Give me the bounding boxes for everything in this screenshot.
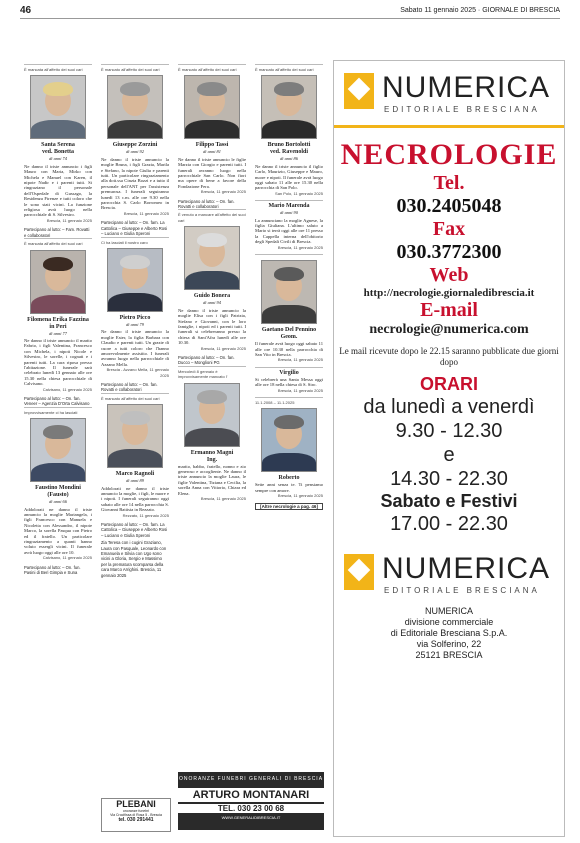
obituary-notice [255,254,323,363]
deceased-subname: in Peri [49,323,67,330]
notice-footer: San Polo, 11 gennaio 2025 [275,190,323,196]
company-division: divisione commerciale [404,617,494,627]
notice-text: Ne danno il triste annuncio la moglie Bruna, i figli Grazia, Marila e Stefano, la nipote Giulia e parenti tutti. Un particolare ringraziamento alla dott.ssa Cinzia Bozzi e a tutto il personale dell'ANT per l'assistenza premurosa. I funerali seguiranno lunedì 13 c.m. alle ore 9.30 nella parrocchia S. Carlo Borromeo in Brescia. [101,156,169,211]
deceased-name: Marco Ragnoli [115,471,155,478]
portrait-photo [261,75,317,139]
notice-footer: Brescia, 11 gennaio 2025 [277,244,323,250]
weekend-label: Sabato e Festivi [380,491,518,511]
plebani-ad [101,798,171,832]
deceased-age: di anni 90 [280,210,298,216]
deceased-subname: Ing. [206,456,218,463]
fax-number: 030.3772300 [396,241,502,263]
deceased-age: di anni 89 [126,478,144,484]
portrait-photo [261,260,317,324]
divider [334,125,564,128]
deceased-subname: Geom. [280,334,298,341]
notice-intro: È mancata all'affetto dei suoi cari [24,241,83,247]
montanari-phone: TEL. 030 23 00 68 [178,804,324,813]
deceased-name: Filippo Tassi [195,142,229,149]
notice-footer: Brescia, 11 gennaio 2025 [46,217,92,223]
orari-label: ORARI [420,374,478,394]
deceased-name: Roberto [278,475,300,482]
numerica-mark-icon [344,554,374,590]
portrait-photo [30,250,86,314]
fax-label: Fax [432,218,466,240]
hours-and: e [443,444,455,466]
notice-intro: 11.1.2008 – 11.1.2025 [255,399,295,405]
deceased-subname: ved. Ravenoldi [269,149,308,156]
weekday-label: da lunedì a venerdì [363,396,535,418]
obituary-notice [178,209,246,350]
notice-text: Sette anni senza te. Ti pensiamo sempre con amore. [255,482,323,493]
portrait-photo [184,226,240,290]
company-city: 25121 BRESCIA [415,650,483,660]
email-address: necrologie@numerica.com [369,322,529,337]
hours-afternoon: 14.30 - 22.30 [390,468,508,490]
email-note: Le mail ricevute dopo le 22.15 saranno pubblicate due giorni dopo [339,346,559,367]
notice-intro: È mancato all'affetto dei suoi cari [101,67,160,72]
obituary-notice [255,367,323,393]
portrait-photo [261,408,317,472]
deceased-age: di anni 66 [49,499,67,505]
necrologie-title: NECROLOGIE [340,138,558,171]
deceased-name: Pietro Picco [119,314,151,321]
deceased-subname: (Fausto) [47,492,69,499]
notice-text: Ne danno il triste annuncio la moglie Elisa con i figli Patrizia, Stefano e Giovanni, con le loro famiglie, i nipoti ed i parenti tutti. I funerali si celebreranno presso la chiesa di Sant'Afra lunedì alle ore 10.30. [178,307,246,346]
deceased-name: Faustino Mondini [35,485,81,492]
necrologie-ad [333,60,565,837]
notice-footer: Brescia, 11 gennaio 2025 [277,387,323,393]
numerica-logo-bottom: NUMERICA EDITORIALE BRESCIANA [344,550,554,600]
notice-footer: Calvisano, 11 gennaio 2025 [42,555,92,561]
notice-footer: Rezzato, 11 gennaio 2025 [122,512,169,518]
notice-text: Ne danno il triste annuncio il marito Fabrio, i figli Valentina, Francesco con Michela, i nipoti Nicole e Silvestro, le sorelle, i cognati e i parenti tutti. La cara riposa presso l'abitazione. Il funerale sarà celebrato lunedì 13 gennaio alle ore 15.30 nella chiesa parrocchiale di Calvisano. [24,337,92,387]
web-url: http://necrologie.giornaledibrescia.it [363,287,535,299]
plebani-phone: tel. 030 291441 [118,817,154,823]
obituary-notice [255,64,323,196]
deceased-age: di anni 79 [126,321,144,327]
notice-intro: È mancato all'affetto dei suoi cari [255,67,314,72]
notice-intro: È mancata all'affetto dei suoi cari [24,67,83,72]
condolence-list: Partecipano al lutto: – On. fam. La Cattolica – Giuseppe e Alberto Rosi – Luciano e Giulia Speroni [101,220,168,237]
portrait-photo [30,418,86,482]
deceased-age: di anni 74 [49,156,67,162]
obituary-notice [101,64,169,216]
obituary-notice [24,407,92,561]
notice-footer: Brescia, 11 gennaio 2025 [200,189,246,195]
notice-text: Ne danno il triste annuncio il figlio Carlo, Maurizio, Giuseppe e Mauro, nuore e nipoti. Il funerale avrà luogo oggi sabato 11 alle ore 15.30 nella parrocchia di San Polo. [255,163,323,191]
obituary-column-1 [24,64,92,824]
montanari-label: ONORANZE FUNEBRI GENERALI DI BRESCIA [178,776,324,782]
page-number: 46 [20,5,32,16]
condolence-list: Partecipano al lutto: – On. fan. Ducco – Monglioni PG [178,354,235,366]
obituary-notice [24,238,92,392]
header-date: Sabato 11 gennaio 2025 · GIORNALE DI BRESCIA [400,7,560,14]
condolence-list: Partecipano al lutto: – On. fan. Rovatti e collaboratori [101,381,158,393]
page-header [20,4,560,19]
plebani-sub: onoranze funebri [122,809,150,813]
deceased-age: di anni 92 [126,149,144,155]
obituary-notice [255,200,323,250]
portrait-photo [184,383,240,447]
tel-label: Tel. [433,172,465,194]
plebani-address: Via Crocifissa di Rosa 5 - Brescia [110,813,162,817]
weekend-hours: 17.00 - 22.30 [390,513,508,535]
montanari-ad [178,772,324,830]
deceased-name: Giuseppe Zorzini [112,142,158,149]
deceased-name: Gaetano Del Pennino [261,327,317,334]
deceased-name: Filomena Erika Fazzina [27,316,89,323]
obituary-column-4 [255,64,323,824]
deceased-name: Bruno Bortolotti [267,142,311,149]
tel-number: 030.2405048 [396,195,502,217]
notice-footer: Brescia, 11 gennaio 2025 [200,345,246,351]
obituary-notice [178,64,246,195]
notice-text: Ne danno il triste annuncio la moglie Ester, la figlia Barbara con Claudio e parenti tutti. Un grazie di cuore a tutti coloro che l'hanno amorevolmente assistito. I funerali avranno luogo nella parrocchiale di Azzano Mella. [101,329,169,367]
notice-text: Addolorati ne danno il triste annuncio la moglie, i figli, le nuore e i nipoti. I funerali seguiranno oggi sabato alle ore 14 nella parrocchia S. Giovanni Battista in Rezzato. [101,485,169,513]
plebani-title: PLEBANI [116,799,156,809]
company-name: NUMERICA [424,606,473,616]
hours-morning: 9.30 - 12.30 [395,420,503,442]
deceased-subname: ved. Bonetta [42,149,74,156]
notice-text: Si celebrerà una Santa Messa oggi alle ore 18 nella chiesa di S. Siro. [255,376,323,388]
obituary-notice [178,366,246,502]
deceased-age: di anni 94 [203,300,221,306]
montanari-name: ARTURO MONTANARI [178,788,324,802]
notice-text: marito, babbo, fratello, nonno e zio generoso e accogliente. Ne danno il triste annuncio la moglie Laura, le figlie Valentina, Tiziana e Cecilia, la sorella Anna con Vittorio, Chiara ed Elena. [178,463,246,496]
notice-text: Ne danno il triste annuncio le figlie Marzia con Giorgio e parenti tutti. I funerali avranno luogo nella parrocchiale San Carlo. Non fiori ma opere di bene a favore della Fondazione Fera. [178,156,246,189]
notice-intro: Ci ha lasciati il nostro caro [101,239,148,245]
numerica-mark-icon [344,73,374,109]
condolence-list: Partecipano al lutto: – Fam. Rovatti e collaboratori [24,227,90,238]
condolence-list: Partecipano al lutto: – On. fun. Pasini di Beri Gimpia e Suna [24,564,81,576]
notice-footer: Brescia, 11 gennaio 2025 [123,210,169,216]
company-parent: di Editoriale Bresciana S.p.A. [390,628,508,638]
obituary-notice [101,237,169,378]
deceased-name: Mario Marenda [268,203,310,210]
condolence-list: Partecipano al lutto: – On. fam. La Cattolica – Giuseppe e Alberto Rosi – Luciano e Giulia Speroni [101,522,168,538]
notice-footer: Brescia - Azzano Mella, 11 gennaio 2025 [106,367,169,378]
web-label: Web [429,264,469,286]
condolence-list: Zia Teresa con i cugini Graziano, Laura con Pasquale, Leonardo con Emanuela e Silvia con Ugo sono vicini a Gloria, Sergio e Massimo per la prematura scomparsa della cara Marco Arrighini. Brescia, 11 gennaio 2025 [101,540,167,578]
deceased-age: di anni 77 [49,330,67,336]
deceased-age: di anni 86 [280,156,298,162]
notice-text: La annunciano la moglie Agnese, la figlia Giuliana. L'ultimo saluto a Mario si terrà oggi alle ore 11 presso la Cappella interna dell'obitorio degli Spedali Civili di Brescia. [255,217,323,245]
portrait-photo [184,75,240,139]
notice-footer: Brescia, 11 gennaio 2025 [277,357,323,363]
deceased-name: Santa Serena [41,142,75,149]
portrait-photo [107,75,163,139]
notice-text: Addolorati ne danno il triste annuncio la moglie Mariangela, i figli Francesco con Manuela e Nicoletta con Alessandro, il nipote Marco, la sorella Pasqua con Pietro ed il fratello. Un particolare ringraziamento a quanti hanno voluto essergli vicini. Il funerale avrà luogo oggi alle ore 10. [24,506,92,555]
notice-intro: Improvvisamente ci ha lasciati [24,409,78,415]
email-label: E-mail [420,299,478,321]
obituary-notice [255,397,323,499]
deceased-name: Guido Bonera [193,293,231,300]
notice-intro: È mancato all'affetto dei suoi cari [178,67,237,72]
notice-intro: Mercoledì 8 gennaio è improvvisamente mancato l' [178,368,228,380]
notice-footer: Calvisano, 11 gennaio 2025 [42,386,92,392]
obituary-notice [101,393,169,518]
notice-footer: Brescia, 11 gennaio 2025 [277,493,323,499]
condolence-list: Partecipano al lutto: – On. fan. Veneer – Agenzia D'Orta Calvisano [24,395,90,407]
company-address: via Solferino, 22 [416,639,482,649]
portrait-photo [30,75,86,139]
portrait-photo [107,404,163,468]
deceased-name: Ermanno Magni [190,449,234,456]
montanari-web: WWW.GENERALIDIBRESCIA.IT [221,815,281,820]
notice-intro: È mancato all'affetto dei suoi cari [101,395,160,401]
obituary-column-3 [178,64,246,824]
notice-text: Ne danno il triste annuncio i figli Mauro con Maria, Mirko con Michela e Manuel con Karen, il nipote Nadir e i parenti tutti. Si ringraziano il personale dell'Ospedale di Gussago, la Residenza Firenze e tutti coloro che le sono stati vicini. La funzione religiosa avrà luogo nella parrocchiale di S. Silvestro. [24,163,92,218]
notice-footer: Brescia, 11 gennaio 2025 [200,496,246,501]
more-notices-label: [Altre necrologie a pag. 46] [255,503,323,510]
notice-text: Il funerale avrà luogo oggi sabato 11 alle ore 10.30 nella parrocchia di San Vito in Brescia. [255,341,323,357]
notice-intro: È venuto a mancare all'affetto dei suoi cari [178,212,246,223]
deceased-name: Virgilio [279,369,299,376]
obituary-column-2 [101,64,169,824]
obituary-notice [24,64,92,223]
condolence-list: Partecipano al lutto: – On. fan. Rovatti e collaboratori [178,198,235,210]
numerica-logo: NUMERICA EDITORIALE BRESCIANA [344,69,554,119]
portrait-photo [107,248,163,312]
deceased-age: di anni 81 [203,149,221,155]
